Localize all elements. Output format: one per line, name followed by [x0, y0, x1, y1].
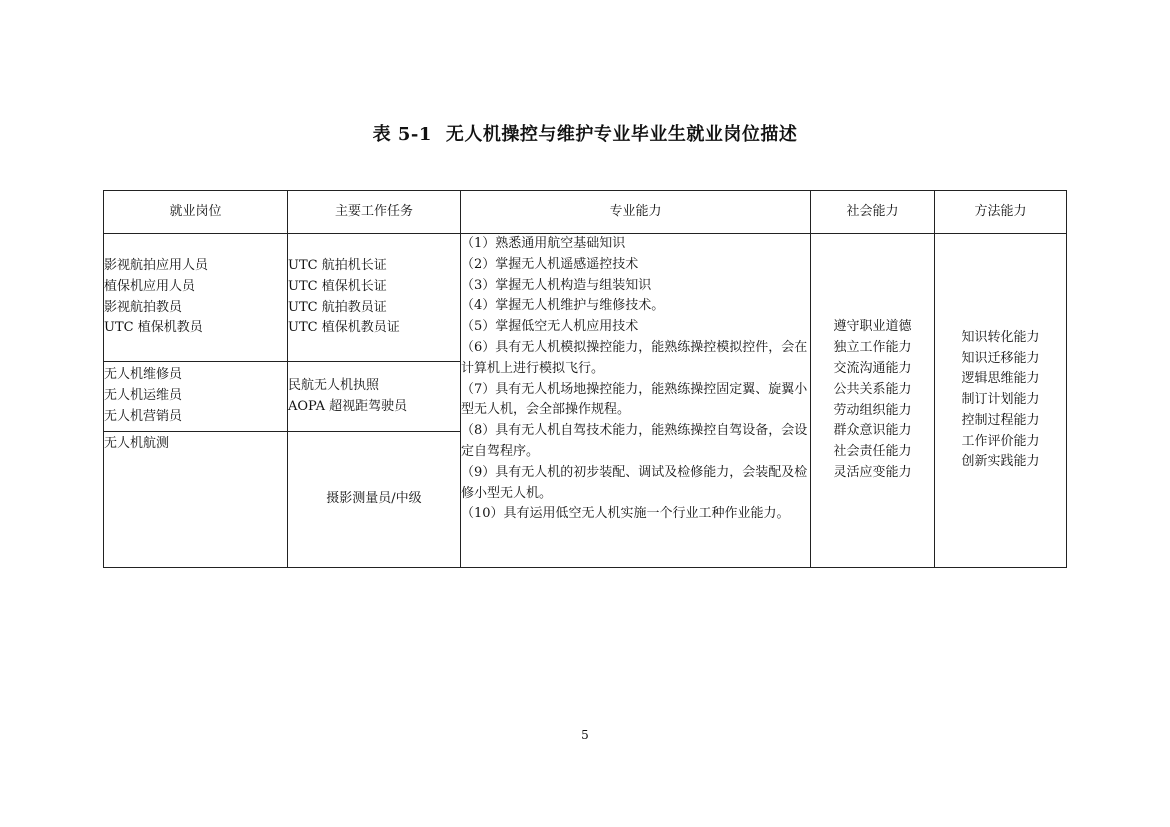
header-method-ability: 方法能力 [935, 191, 1067, 234]
tasks-cell [288, 362, 461, 432]
positions-cell [104, 432, 288, 568]
method-item: 知识迁移能力 [961, 350, 1040, 366]
header-position: 就业岗位 [104, 191, 288, 234]
ability-item: （5）掌握低空无人机应用技术 [461, 319, 639, 335]
position-item: 影视航拍应用人员 [104, 257, 209, 273]
method-item: 制订计划能力 [961, 392, 1040, 408]
positions-cell [104, 362, 288, 432]
method-item: 工作评价能力 [961, 433, 1040, 449]
ability-item: （7）具有无人机场地操控能力，能熟练操控固定翼、旋翼小型无人机，会全部操作规程。 [461, 381, 808, 418]
social-item: 遵守职业道德 [833, 319, 912, 335]
social-ability-cell [811, 234, 935, 568]
position-item: 影视航拍教员 [104, 299, 183, 315]
tasks-cell [288, 432, 461, 568]
header-main-tasks: 主要工作任务 [288, 191, 461, 234]
method-item: 创新实践能力 [961, 454, 1040, 470]
task-item: UTC 植保机教员证 [288, 320, 400, 336]
page-number: 5 [581, 728, 589, 742]
ability-item: （8）具有无人机自驾技术能力，能熟练操控自驾设备，会设定自驾程序。 [461, 423, 808, 459]
position-item: 无人机航测 [104, 436, 170, 451]
method-ability-cell [935, 234, 1067, 568]
method-item: 逻辑思维能力 [961, 371, 1040, 387]
ability-item: （3）掌握无人机构造与组装知识 [461, 277, 652, 293]
social-item: 交流沟通能力 [833, 360, 912, 376]
social-item: 公共关系能力 [833, 381, 912, 397]
ability-item: （10）具有运用低空无人机实施一个行业工种作业能力。 [461, 506, 790, 522]
ability-item: （2）掌握无人机遥感遥控技术 [461, 256, 639, 272]
table-number: 表 5-1 [372, 124, 432, 145]
social-item: 群众意识能力 [833, 423, 912, 439]
table-header-row [104, 191, 1067, 234]
task-item: UTC 植保机长证 [288, 278, 387, 294]
ability-item: （1）熟悉通用航空基础知识 [461, 236, 626, 251]
position-item: 无人机运维员 [104, 388, 183, 404]
task-item: 摄影测量员/中级 [326, 491, 422, 507]
table-row [104, 234, 1067, 362]
table-title [0, 120, 1170, 146]
social-item: 独立工作能力 [833, 340, 912, 356]
position-item: 无人机维修员 [104, 367, 183, 383]
tasks-cell [288, 234, 461, 362]
header-social-ability: 社会能力 [811, 191, 935, 234]
task-item: UTC 航拍教员证 [288, 299, 387, 315]
task-item: 民航无人机执照 [288, 377, 380, 393]
social-item: 劳动组织能力 [833, 402, 912, 418]
ability-item: （6）具有无人机模拟操控能力，能熟练操控模拟控件，会在计算机上进行模拟飞行。 [461, 339, 808, 376]
social-item: 社会责任能力 [833, 444, 912, 460]
position-item: 植保机应用人员 [104, 278, 196, 294]
professional-ability-cell [461, 234, 811, 568]
method-item: 知识转化能力 [961, 329, 1040, 345]
positions-cell [104, 234, 288, 362]
header-professional-ability: 专业能力 [461, 191, 811, 234]
table-title-text: 无人机操控与维护专业毕业生就业岗位描述 [445, 124, 798, 145]
ability-item: （4）掌握无人机维护与维修技术。 [461, 298, 665, 314]
method-item: 控制过程能力 [961, 412, 1040, 428]
ability-item: （9）具有无人机的初步装配、调试及检修能力，会装配及检修小型无人机。 [461, 464, 808, 501]
task-item: UTC 航拍机长证 [288, 257, 387, 273]
position-item: UTC 植保机教员 [104, 320, 203, 336]
employment-positions-table [103, 190, 1067, 568]
position-item: 无人机营销员 [104, 408, 183, 424]
social-item: 灵活应变能力 [833, 464, 912, 480]
task-item: AOPA 超视距驾驶员 [288, 398, 408, 414]
